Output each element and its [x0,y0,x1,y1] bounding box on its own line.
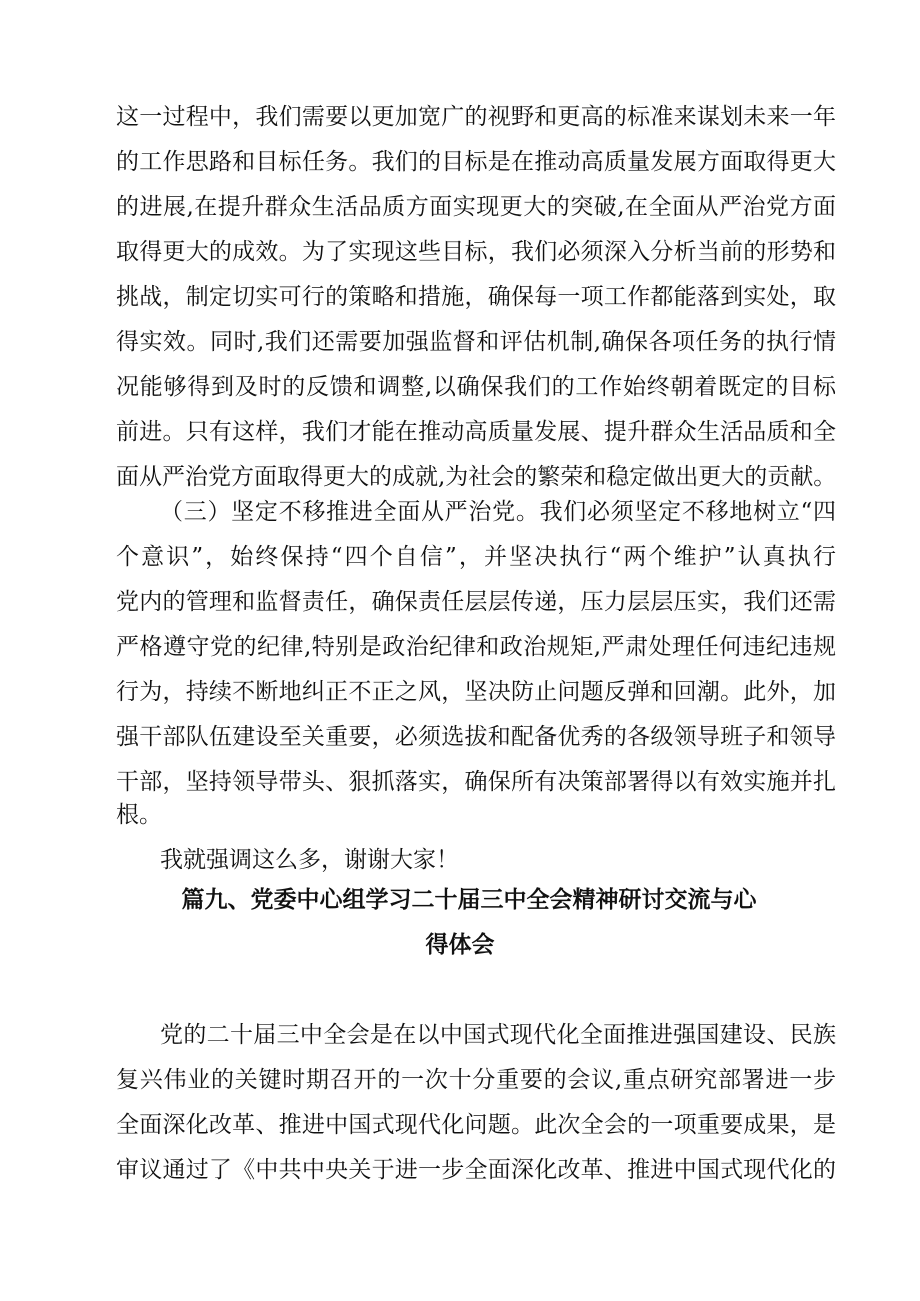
paragraph-1-line-3: 的进展,在提升群众生活品质方面实现更大的突破,在全面从严治党方面 [116,194,836,220]
paragraph-2-line-4: 严格遵守党的纪律,特别是政治纪律和政治规矩,严肃处理任何违纪违规 [116,634,836,660]
paragraph-1-line-7: 况能够得到及时的反馈和调整,以确保我们的工作始终朝着既定的目标 [116,374,836,400]
paragraph-1-line-2: 的工作思路和目标任务。我们的目标是在推动高质量发展方面取得更大 [116,149,836,175]
paragraph-1-line-1: 这一过程中，我们需要以更加宽广的视野和更高的标准来谋划未来一年 [116,104,836,130]
paragraph-2-line-8: 根。 [116,802,162,828]
paragraph-2-line-3: 党内的管理和监督责任，确保责任层层传递，压力层层压实，我们还需 [116,589,836,615]
section-heading-line-1: 篇九、党委中心组学习二十届三中全会精神研讨交流与心 [181,887,757,913]
closing-remark: 我就强调这么多，谢谢大家！ [160,847,459,873]
paragraph-2-line-1: （三）坚定不移推进全面从严治党。我们必须坚定不移地树立“四 [160,499,836,525]
paragraph-2-line-2: 个意识”，始终保持“四个自信”，并坚决执行“两个维护”认真执行 [116,544,836,570]
paragraph-3-line-1: 党的二十届三中全会是在以中国式现代化全面推进强国建设、民族 [160,1022,836,1048]
section-heading-line-2: 得体会 [425,932,495,958]
paragraph-1-line-6: 得实效。同时,我们还需要加强监督和评估机制,确保各项任务的执行情 [116,329,836,355]
paragraph-1-line-9: 面从严治党方面取得更大的成就,为社会的繁荣和稳定做出更大的贡献。 [116,464,837,490]
paragraph-3-line-2: 复兴伟业的关键时期召开的一次十分重要的会议,重点研究部署进一步 [116,1067,836,1093]
paragraph-2-line-6: 强干部队伍建设至关重要，必须选拔和配备优秀的各级领导班子和领导 [116,724,836,750]
paragraph-3-line-4: 审议通过了《中共中央关于进一步全面深化改革、推进中国式现代化的 [116,1157,836,1183]
paragraph-2-line-7: 干部，坚持领导带头、狠抓落实，确保所有决策部署得以有效实施并扎 [116,769,836,795]
paragraph-1-line-4: 取得更大的成效。为了实现这些目标，我们必须深入分析当前的形势和 [116,239,836,265]
paragraph-2-line-5: 行为，持续不断地纠正不正之风，坚决防止问题反弹和回潮。此外，加 [116,679,836,705]
paragraph-1-line-8: 前进。只有这样，我们才能在推动高质量发展、提升群众生活品质和全 [116,419,836,445]
paragraph-1-line-5: 挑战，制定切实可行的策略和措施，确保每一项工作都能落到实处，取 [116,284,836,310]
paragraph-3-line-3: 全面深化改革、推进中国式现代化问题。此次全会的一项重要成果，是 [116,1112,836,1138]
